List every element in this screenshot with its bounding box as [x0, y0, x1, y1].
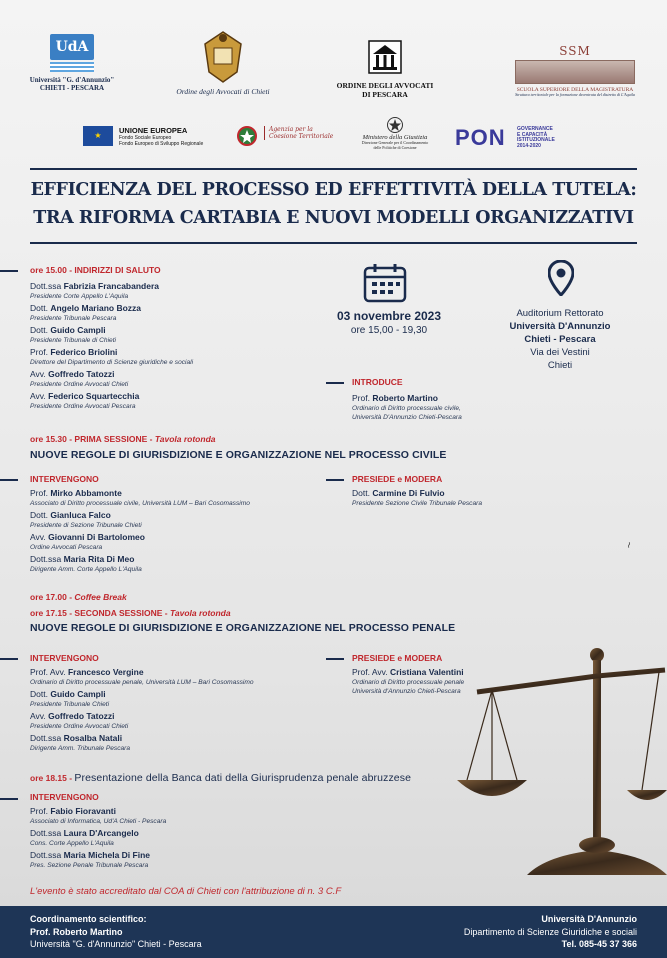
- session2-title: NUOVE REGOLE DI GIURISDIZIONE E ORGANIZZAZIONE NEL PROCESSO PENALE: [30, 622, 456, 634]
- speaker-item: Avv. Giovanni Di Bartolomeo Ordine Avvocati Pescara: [30, 532, 145, 551]
- ssm-building: [515, 60, 635, 84]
- speaker-item: Prof. Avv. Francesco Vergine Ordinario di Diritto processuale penale, Università LUM – Bari Cosomassimo: [30, 667, 254, 686]
- ministero-logo: [355, 116, 435, 151]
- speaker-item: Dott.ssa Maria Rita Di Meo Dirigente Amm. Corte Appello L'Aquila: [30, 554, 142, 573]
- ordine-pescara-line2: DI PESCARA: [362, 89, 408, 99]
- ssm-mark: SSM: [559, 44, 591, 58]
- speaker-item: Dott. Guido Campli Presidente Tribunale Chieti: [30, 689, 110, 708]
- saluti-item: Dott.ssa Fabrizia Francabandera Presidente Corte Appello L'Aquila: [30, 281, 159, 300]
- title-line2: TRA RIFORMA CARTABIA E NUOVI MODELLI ORGANIZZATIVI: [33, 208, 634, 228]
- venue-line1: Auditorium Rettorato: [516, 308, 604, 319]
- crest-icon: [201, 28, 245, 86]
- event-date: 03 novembre 2023: [336, 309, 442, 323]
- speaker-item: Dott. Gianluca Falco Presidente di Sezione Tribunale Chieti: [30, 510, 142, 529]
- saluti-item: Avv. Goffredo Tatozzi Presidente Ordine Avvocati Chieti: [30, 369, 129, 388]
- saluti-header: ore 15.00 - INDIRIZZI DI SALUTO: [30, 265, 161, 275]
- uda-mark: UdA: [50, 34, 94, 60]
- republic-emblem-icon: [386, 116, 404, 134]
- ministero-line2: Direzione Generale per il Coordinamento: [361, 140, 429, 146]
- venue-line2: Università D'Annunzio: [509, 321, 611, 332]
- section-dash: [0, 658, 18, 660]
- ue-logo: [83, 126, 223, 148]
- title-rule-top: [30, 168, 637, 170]
- footer-dept: Dipartimento di Scienze Giuridiche e sociali: [463, 926, 637, 937]
- saluti-list: [30, 281, 193, 411]
- session2-list: [30, 667, 254, 753]
- presiede1-dash: [326, 479, 344, 481]
- ministero-line3: delle Politiche di Coesione: [373, 145, 417, 151]
- pon-mark: PON: [455, 125, 506, 150]
- pon-line2: E CAPACITÀ: [517, 131, 548, 138]
- accredito-note: L'evento è stato accreditato dal COA di Chieti con l'attribuzione di n. 3 C.F: [30, 886, 342, 897]
- agenzia-logo: [236, 124, 346, 150]
- uda-wave: [50, 62, 94, 72]
- coord-label: Coordinamento scientifico:: [30, 914, 147, 924]
- speaker-item: Prof. Fabio Fioravanti Associato di Informatica, Ud'A Chieti - Pescara: [30, 806, 167, 825]
- pon-line4: 2014-2020: [517, 142, 541, 149]
- ordine-chieti-text: Ordine degli Avvocati di Chieti: [176, 87, 270, 96]
- coffee-break: ore 17.00 - Coffee Break: [30, 592, 127, 602]
- uda-line1: Università "G. d'Annunzio": [29, 76, 115, 84]
- pon-logo: [455, 126, 585, 152]
- footer: [0, 906, 667, 958]
- session2-moderator: Prof. Avv. Cristiana Valentini Ordinario di Diritto processuale penale Università d'Annunzio Chieti-Pescara: [352, 667, 465, 695]
- ssm-logo: [500, 44, 650, 98]
- session1-presiede: PRESIEDE e MODERA: [352, 474, 443, 484]
- session3-list: [30, 806, 166, 870]
- ssm-line2: Struttura territoriale per la formazione decentrata del distretto di L'Aquila: [515, 92, 635, 98]
- ordine-pescara-line1: ORDINE DEGLI AVVOCATI: [336, 81, 434, 90]
- section-dash: [0, 270, 18, 272]
- saluti-item: Dott. Angelo Mariano Bozza Presidente Tribunale Pescara: [30, 303, 142, 322]
- session2-presiede: PRESIEDE e MODERA: [352, 653, 443, 663]
- introduce-block: Prof. Roberto Martino Ordinario di Diritto processuale civile, Università D'Annunzio Chieti-Pescara: [352, 393, 462, 421]
- session3-header: ore 18.15 - Presentazione della Banca dati della Giurisprudenza penale abruzzese: [30, 772, 412, 784]
- building-icon: [368, 40, 402, 74]
- scales-of-justice-image: [397, 630, 667, 880]
- venue-line5: Chieti: [547, 360, 573, 371]
- title-line1: EFFICIENZA DEL PROCESSO ED EFFETTIVITÀ DELLA TUTELA:: [30, 180, 637, 200]
- speaker-item: Dott.ssa Laura D'Arcangelo Cons. Corte Appello L'Aquila: [30, 828, 139, 847]
- calendar-icon: [362, 263, 408, 303]
- session3-intervengono: INTERVENGONO: [30, 792, 99, 802]
- ue-title: UNIONE EUROPEA: [119, 126, 188, 135]
- ue-line1: Fondo Sociale Europeo: [119, 135, 172, 141]
- ministero-line1: Ministero della Giustizia: [362, 134, 428, 141]
- section-dash: [0, 798, 18, 800]
- pon-line3: ISTITUZIONALE: [517, 137, 555, 143]
- agenzia-line2: Coesione Territoriale: [269, 133, 334, 140]
- emblem-icon: [236, 124, 258, 148]
- introduce-header: INTRODUCE: [352, 377, 403, 387]
- coord-name: Prof. Roberto Martino: [30, 926, 123, 937]
- presiede2-dash: [326, 658, 344, 660]
- section-dash: [0, 479, 18, 481]
- session1-intervengono: INTERVENGONO: [30, 474, 99, 484]
- session2-header: ore 17.15 - SECONDA SESSIONE - Tavola rotonda: [30, 608, 231, 618]
- pon-line1: GOVERNANCE: [517, 126, 553, 132]
- coord-uni: Università "G. d'Annunzio" Chieti - Pescara: [30, 939, 202, 949]
- speaker-item: Dott.ssa Rosalba Natali Dirigente Amm. Tribunale Pescara: [30, 733, 131, 752]
- footer-tel: Tel. 085-45 37 366: [561, 939, 637, 949]
- session1-list: [30, 488, 250, 574]
- venue-line4: Via dei Vestini: [530, 347, 590, 358]
- signature: ~: [624, 540, 636, 550]
- location-pin-icon: [548, 260, 574, 296]
- uda-logo: [22, 34, 122, 92]
- session1-header: ore 15.30 - PRIMA SESSIONE - Tavola rotonda: [30, 434, 216, 444]
- session1-moderator: Dott. Carmine Di Fulvio Presidente Sezione Civile Tribunale Pescara: [352, 488, 482, 507]
- title-block: [0, 176, 667, 232]
- speaker-item: Dott.ssa Maria Michela Di Fine Pres. Sezione Penale Tribunale Pescara: [30, 850, 151, 869]
- event-time: ore 15,00 - 19,30: [350, 325, 428, 336]
- speaker-item: Prof. Mirko Abbamonte Associato di Diritto processuale civile, Università LUM – Bari Cosomassimo: [30, 488, 250, 507]
- ue-line2: Fondo Europeo di Sviluppo Regionale: [119, 141, 204, 147]
- session2-intervengono: INTERVENGONO: [30, 653, 99, 663]
- eu-flag-icon: ★: [83, 126, 113, 146]
- uda-line2: CHIETI - PESCARA: [39, 84, 105, 93]
- saluti-item: Prof. Federico Briolini Direttore del Dipartimento di Scienze giuridiche e sociali: [30, 347, 194, 366]
- session1-title: NUOVE REGOLE DI GIURISDIZIONE E ORGANIZZAZIONE NEL PROCESSO CIVILE: [30, 449, 447, 461]
- ordine-pescara-logo: [330, 40, 440, 99]
- saluti-item: Avv. Federico Squartecchia Presidente Ordine Avvocati Pescara: [30, 391, 140, 410]
- footer-uni: Università D'Annunzio: [541, 914, 637, 924]
- introduce-dash: [326, 382, 344, 384]
- venue-block: [490, 307, 630, 372]
- agenzia-line1: Agenzia per la: [269, 126, 313, 133]
- venue-line3: Chieti - Pescara: [524, 334, 596, 345]
- saluti-item: Dott. Guido Campli Presidente Tribunale di Chieti: [30, 325, 117, 344]
- speaker-item: Avv. Goffredo Tatozzi Presidente Ordine Avvocati Chieti: [30, 711, 129, 730]
- ordine-chieti-logo: [168, 28, 278, 97]
- ssm-line1: SCUOLA SUPERIORE DELLA MAGISTRATURA: [516, 87, 634, 93]
- title-rule-bottom: [30, 242, 637, 244]
